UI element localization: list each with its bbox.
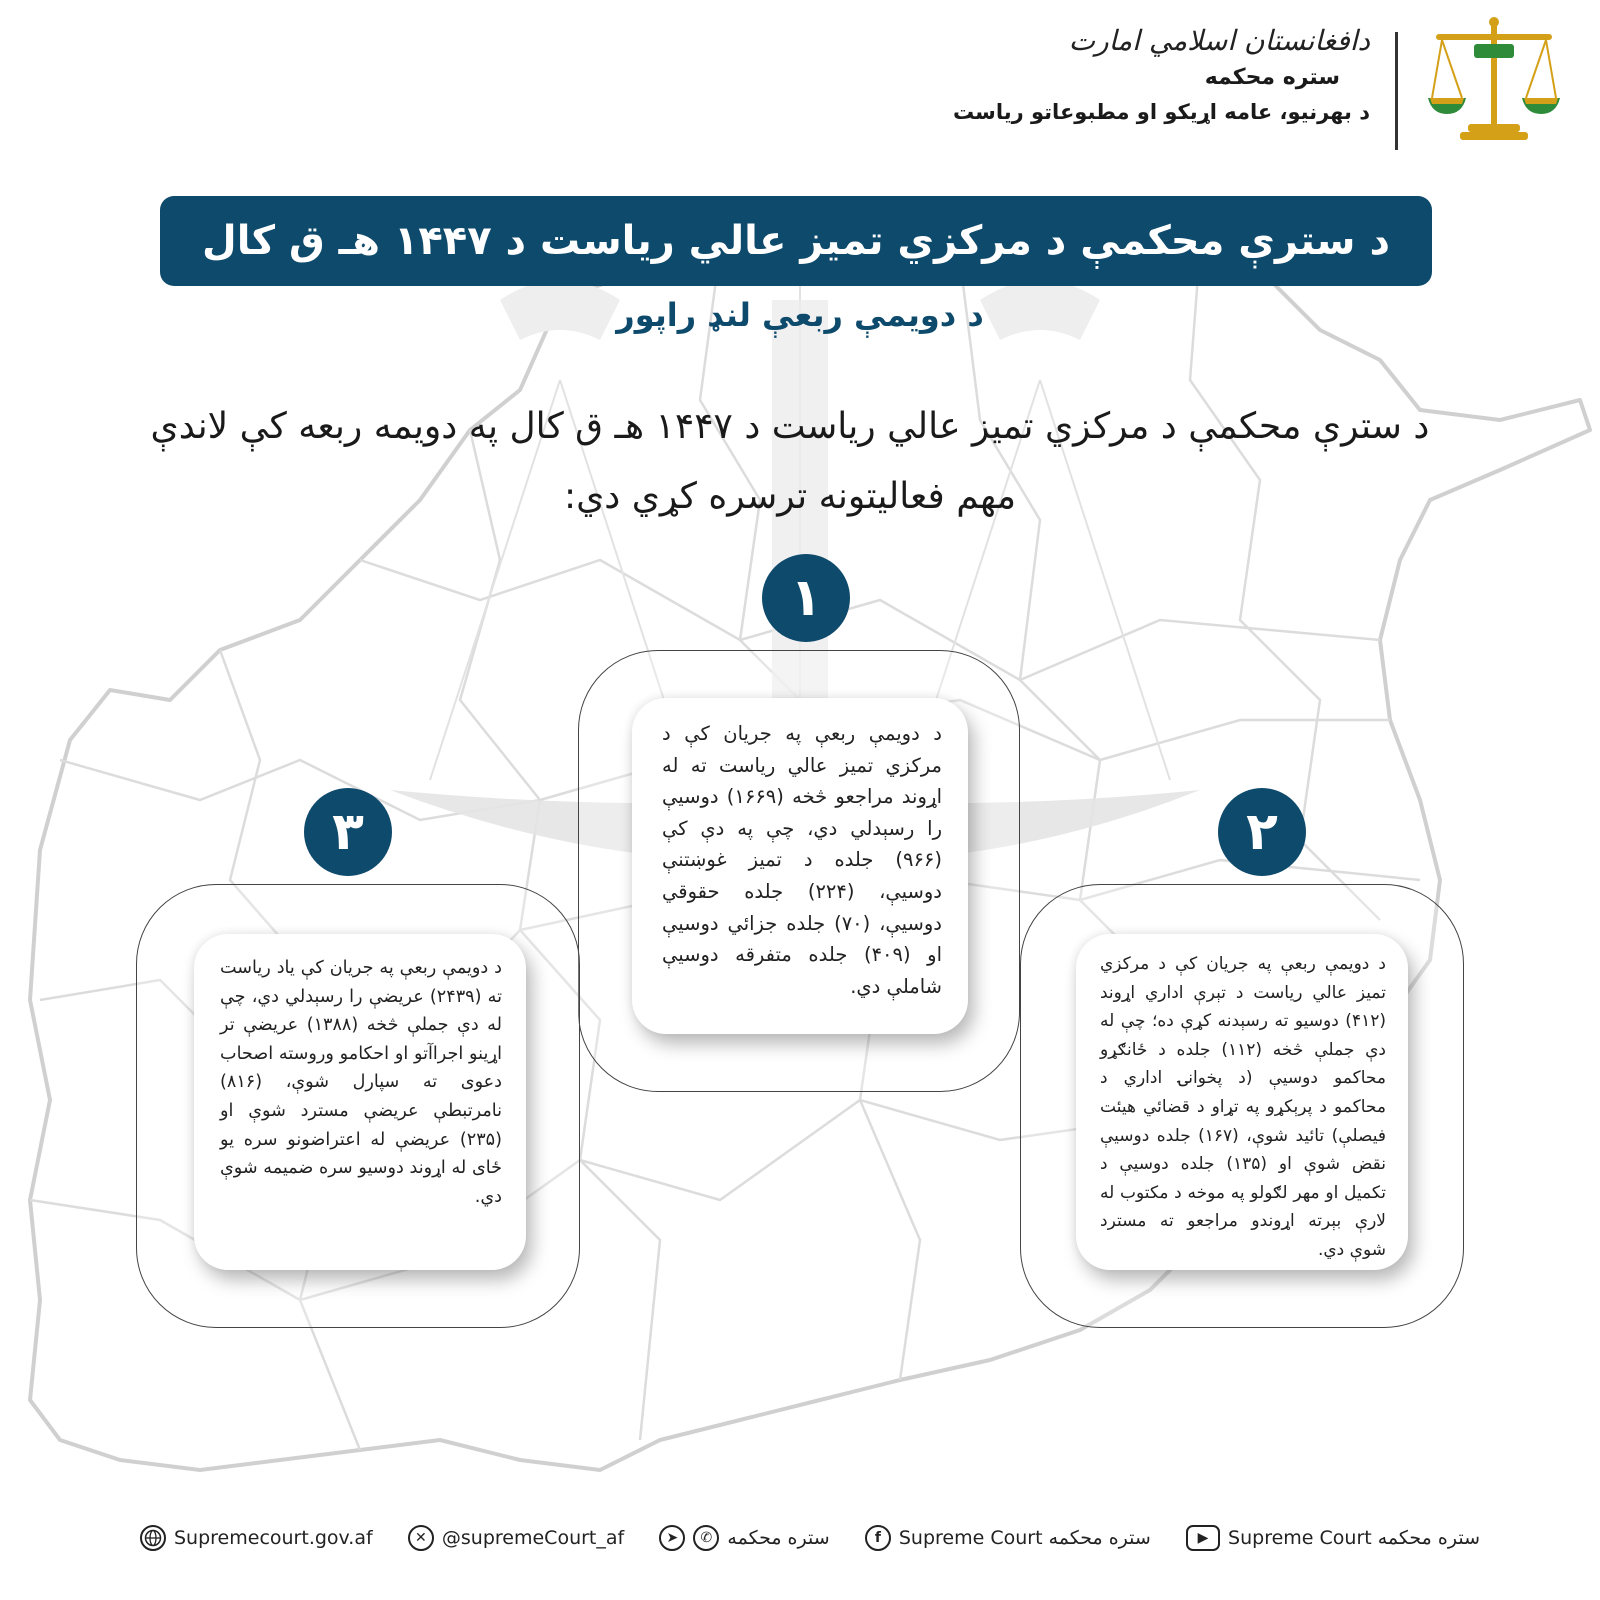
facebook-text: Supreme Court ستره محکمه [898,1527,1151,1549]
messaging-text: ستره محکمه [727,1527,830,1549]
facebook-icon: f [865,1525,891,1551]
website-text: Supremecourt.gov.af [174,1527,373,1549]
x-icon: ✕ [408,1525,434,1551]
messaging-link[interactable] [659,1525,829,1551]
department-name: د بهرنيو، عامه اړيکو او مطبوعاتو رياست [952,100,1370,124]
x-handle-text: @supremeCourt_af [441,1527,625,1549]
subtitle: د دويمې ربعې لنډ راپور [616,296,984,334]
facebook-link[interactable] [865,1525,1151,1551]
whatsapp-icon: ✆ [693,1525,719,1551]
item-1-number-badge: ۱ [762,554,850,642]
x-link[interactable] [408,1525,624,1551]
footer [140,1518,1480,1558]
item-3-card: د دويمې ربعې په جريان کې ياد رياست ته (۲۴۳۹) عريضې را رسېدلي دي، چې له دې جملې څخه (۱۳۸۸) عريضې تر اړينو اجراآتو او احکامو وروسته اصحاب دعوی ته سپارل شوې، (۸۱۶) نامرتبطې عريضې مسترد شوې او (۲۳۵) عريضې له اعتراضونو سره يو ځای له اړوند دوسيو سره ضميمه شوې دي. [194,934,526,1270]
title-banner: د سترې محکمې د مرکزي تميز عالي رياست د ۱۴۴۷ هـ ق کال [160,196,1432,286]
item-1-card: د دويمې ربعې په جريان کې د مرکزي تميز عالي رياست ته له اړوند مراجعو څخه (۱۶۶۹) دوسيې را رسېدلي دي، چې په دې کې (۹۶۶) جلده د تميز غوښتنې دوسيې، (۲۲۴) جلده حقوقي دوسيې، (۷۰) جلده جزائي دوسيې او (۴۰۹) جلده متفرقه دوسيې شاملې دي. [632,698,968,1034]
telegram-icon: ➤ [659,1525,685,1551]
globe-icon [140,1525,166,1551]
header-divider [1395,32,1398,150]
item-2-number-badge: ۲ [1218,788,1306,876]
item-2-card: د دويمې ربعې په جريان کې د مرکزي تميز عالي رياست د تېرې اداري اړوند (۴۱۲) دوسيو ته رسېدنه کړې ده؛ چې له دې جملې څخه (۱۱۲) جلده د ځانګړو محاکمو دوسيې (د پخوانۍ اداري د محاکمو د پرېکړو په تړاو د قضائي هيئت فيصلې) تائيد شوې، (۱۶۷) جلده دوسيې نقض شوې او (۱۳۵) جلده دوسيې د تکميل او مهر لګولو په موخه د مکتوب له لارې بېرته اړوندو مراجعو ته مسترد شوې دي. [1076,934,1408,1270]
emirate-calligraphy: دافغانستان اسلامي امارت [1068,24,1370,57]
youtube-text: Supreme Court ستره محکمه [1228,1527,1480,1549]
item-3-number-badge: ۳ [304,788,392,876]
scales-of-justice-logo [1428,14,1560,144]
header [940,14,1560,144]
intro-paragraph: د سترې محکمې د مرکزي تميز عالي رياست د ۱۴۴۷ هـ ق کال په دويمه ربعه کې لاندې مهم فعاليتونه ترسره کړي دي: [150,406,1430,517]
website-link[interactable] [140,1525,373,1551]
court-name: ستره محکمه [1204,65,1340,90]
youtube-link[interactable] [1186,1525,1480,1551]
header-text [890,24,1370,124]
youtube-icon: ▶ [1186,1525,1220,1551]
